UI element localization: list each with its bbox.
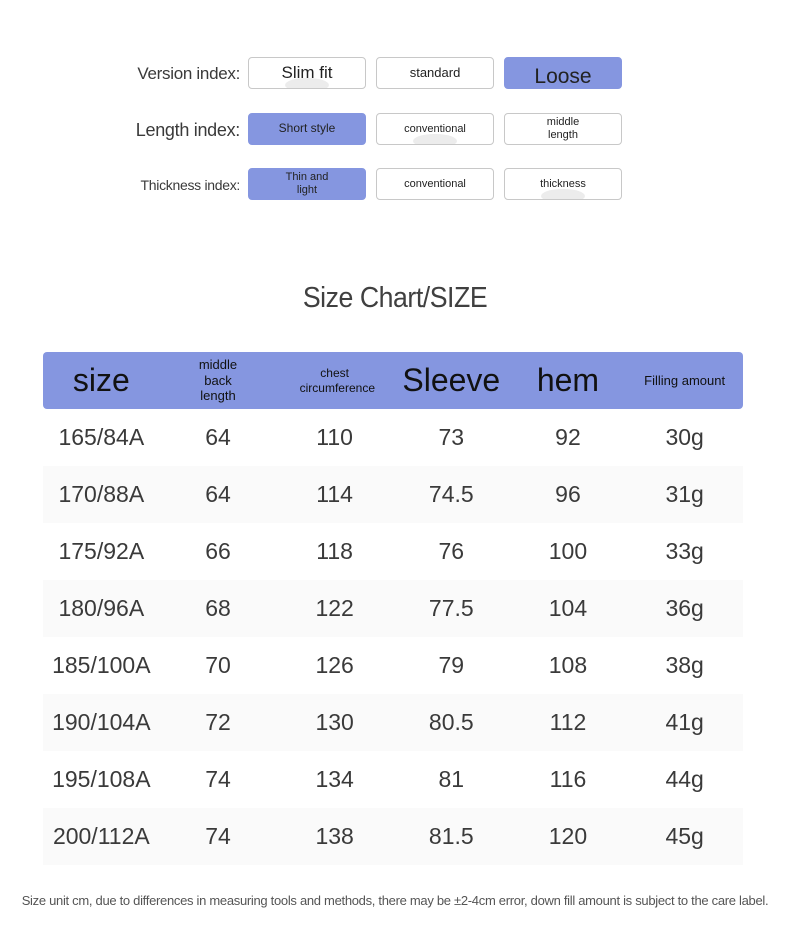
- cell-middle-back-length: 64: [205, 424, 231, 450]
- version-index-label: Version index:: [137, 64, 240, 83]
- cell-hem: 112: [510, 694, 627, 751]
- cell-hem: 96: [510, 466, 627, 523]
- cell-chest-circumference: 114: [276, 466, 393, 523]
- table-row: [43, 409, 743, 466]
- cell-hem: 104: [510, 580, 627, 637]
- header-middle-back-length: middle back length: [160, 352, 277, 409]
- table-row: [43, 523, 743, 580]
- cell-size: 190/104A: [43, 694, 160, 751]
- cell-middle-back-length: 72: [160, 694, 277, 751]
- table-row: [43, 580, 743, 637]
- cell-chest-circumference: 110: [316, 424, 353, 450]
- table-header-row: [43, 352, 743, 409]
- cell-middle-back-length: 70: [205, 652, 231, 678]
- cell-chest-circumference: 130: [276, 694, 393, 751]
- cell-hem: 92: [555, 424, 581, 450]
- cell-filling-amount: 36g: [626, 580, 743, 637]
- length-option-short-style: Short style: [248, 113, 366, 145]
- table-row: [43, 466, 743, 523]
- cell-sleeve: 74.5: [393, 466, 510, 523]
- cell-sleeve: 73: [438, 424, 465, 450]
- cell-filling-amount: 31g: [626, 466, 743, 523]
- thickness-option-conventional: conventional: [376, 168, 494, 200]
- cell-middle-back-length: 66: [205, 538, 231, 564]
- table-row: [43, 637, 743, 694]
- cell-filling-amount: 41g: [626, 694, 743, 751]
- cell-middle-back-length: 64: [160, 466, 277, 523]
- table-row: [43, 808, 743, 865]
- cell-hem: 100: [548, 538, 588, 564]
- thickness-index-label: Thickness index:: [140, 177, 240, 193]
- cell-hem: 116: [549, 766, 587, 792]
- cell-sleeve: 81.5: [393, 808, 510, 865]
- cell-size: 195/108A: [52, 766, 151, 792]
- cell-chest-circumference: 122: [276, 580, 393, 637]
- header-hem: hem: [510, 352, 627, 409]
- length-option-middle-length: middle length: [504, 113, 622, 145]
- cell-middle-back-length: 74: [160, 808, 277, 865]
- header-size: size: [43, 352, 160, 409]
- version-option-standard: standard: [376, 57, 494, 89]
- length-option-conventional: conventional: [376, 113, 494, 145]
- cell-chest-circumference: 138: [276, 808, 393, 865]
- cell-sleeve: 77.5: [393, 580, 510, 637]
- cell-size: 170/88A: [43, 466, 160, 523]
- header-filling-amount: Filling amount: [626, 352, 743, 409]
- length-index-label: Length index:: [135, 120, 240, 140]
- cell-chest-circumference: 126: [315, 652, 354, 678]
- thickness-index-row: [0, 168, 790, 202]
- version-option-loose: Loose: [504, 57, 622, 89]
- cell-hem: 108: [548, 652, 588, 678]
- version-option-slim-fit: Slim fit: [248, 57, 366, 89]
- cell-size: 165/84A: [58, 424, 145, 450]
- length-index-row: [0, 113, 790, 147]
- cell-sleeve: 76: [438, 538, 465, 564]
- cell-middle-back-length: 74: [205, 766, 231, 792]
- cell-filling-amount: 44g: [665, 766, 704, 792]
- cell-filling-amount: 38g: [665, 652, 704, 678]
- size-chart-title: Size Chart/SIZE: [302, 282, 488, 314]
- cell-hem: 120: [510, 808, 627, 865]
- cell-filling-amount: 33g: [665, 538, 704, 564]
- table-row: [43, 694, 743, 751]
- size-table: [43, 352, 743, 865]
- version-index-row: [0, 57, 790, 91]
- cell-sleeve: 80.5: [393, 694, 510, 751]
- cell-filling-amount: 45g: [626, 808, 743, 865]
- header-chest-circumference: chest circumference: [276, 352, 393, 409]
- cell-size: 175/92A: [58, 538, 145, 564]
- thickness-option-thin-and-light: Thin and light: [248, 168, 366, 200]
- cell-middle-back-length: 68: [160, 580, 277, 637]
- cell-filling-amount: 30g: [665, 424, 704, 450]
- header-sleeve: Sleeve: [393, 352, 510, 409]
- cell-size: 185/100A: [52, 652, 151, 678]
- cell-size: 200/112A: [43, 808, 160, 865]
- table-row: [43, 751, 743, 808]
- cell-size: 180/96A: [43, 580, 160, 637]
- thickness-option-thickness: thickness: [504, 168, 622, 200]
- cell-sleeve: 79: [438, 652, 465, 678]
- footnote: Size unit cm, due to differences in measuring tools and methods, there may be ±2-4cm error, down fill amount is subject to the care label.: [21, 893, 769, 908]
- cell-sleeve: 81: [438, 766, 465, 792]
- cell-chest-circumference: 118: [316, 538, 353, 564]
- cell-chest-circumference: 134: [315, 766, 354, 792]
